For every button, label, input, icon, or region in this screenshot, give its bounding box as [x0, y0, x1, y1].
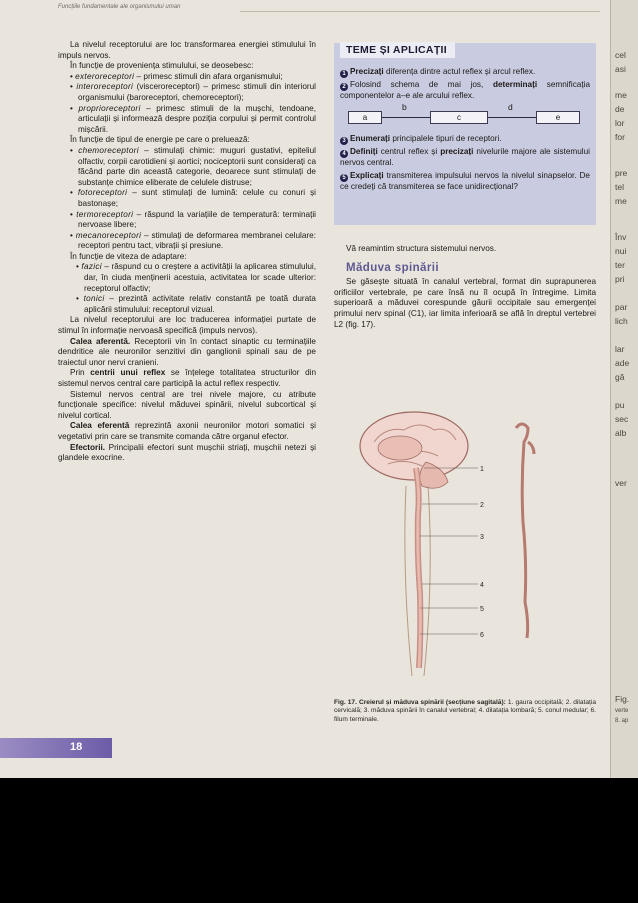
running-head: Funcțiile fundamentale ale organismului uman [58, 4, 181, 10]
paragraph [58, 337, 316, 369]
figure-labels [480, 466, 484, 639]
fragment: ade [615, 358, 630, 368]
number-badge: 5 [340, 174, 348, 182]
definition: – stimulați de deformarea membranei celulare: receptori pentru tact, vibrații și presiune. [78, 230, 316, 251]
exercise-item [340, 134, 590, 145]
list-item: • fazici – răspund cu o creștere a activității la aplicarea stimulului, dar, în ciuda menținerii acestuia, activitatea lor scade ulterior: receptorul olfactiv; [76, 262, 316, 293]
bold-term: Calea eferentă [70, 421, 130, 431]
page-number: 18 [70, 741, 83, 753]
outline-figure [516, 424, 534, 638]
bold-term: Definiți [350, 147, 378, 157]
fragment: verte [615, 708, 629, 714]
paragraph-text: se înțelege totalitatea structurilor din sistemul nervos central care participă la actul reflex respectiv. [58, 368, 317, 388]
bold-term: Calea aferentă. [70, 336, 131, 346]
figure-brain-spinal-cord [330, 408, 600, 693]
fragment: 8. ap [615, 718, 629, 724]
paragraph [58, 368, 316, 389]
scheme-box-e: e [536, 111, 580, 124]
exercises-body [340, 67, 590, 194]
scheme-label-b: b [402, 102, 407, 113]
figure-label-2: 2 [480, 502, 484, 509]
paragraph: La nivelul receptorului are loc traducerea informației purtate de stimul în informație nervoasă specifică (impuls nervos). [58, 315, 316, 336]
fragment: lar [615, 344, 625, 354]
exercise-text: diferența dintre actul reflex și arcul reflex. [383, 67, 536, 76]
fragment: me [615, 196, 627, 206]
exercises-title: TEME ȘI APLICAȚII [340, 42, 455, 58]
term: interoreceptori [76, 82, 134, 92]
paragraph: În funcție de proveniența stimulului, se deosebesc: [70, 61, 254, 71]
bold-term: Efectorii. [70, 442, 106, 452]
fragment: cel [615, 50, 626, 60]
paragraph: Sistemul nervos central are trei nivele majore, cu atribute funcționale specifice: nivelul măduvei spinării, nivelul subcortical și nivelul cortical. [58, 389, 316, 420]
figure-caption [334, 699, 596, 724]
fragment: ter [615, 260, 625, 270]
bold-term: centrii unui reflex [90, 368, 166, 378]
figure-label-1: 1 [480, 466, 484, 473]
caption-title: Fig. 17. Creierul și măduva spinării (secțiune sagitală): [334, 699, 506, 706]
term: chemoreceptori [78, 145, 139, 155]
caption-text: 1. gaura occipitală; 2. dilatația cervicală; 3. măduva spinării în canalul vertebral; 4. dilatația lombară; 5. conul medular; 6. filum terminale. [334, 699, 596, 723]
list-item: • mecanoreceptori – stimulați de deformarea membranei celulare: receptori pentru tact, vibrații și presiune. [70, 230, 316, 251]
adjacent-page-edge [610, 0, 638, 778]
section-title: Măduva spinării [346, 261, 439, 274]
bold-term: Explicați [350, 170, 384, 180]
fragment: gă [615, 372, 625, 382]
corpus-shape [378, 436, 422, 460]
definition: – răspund cu o creștere a activității la aplicarea stimulului, dar, în ciuda menținerii acestuia, activitatea lor scade ulterior: receptorul olfactiv; [84, 262, 316, 293]
paragraph-text: Principalii efectori sunt mușchii striați, mușchii netezi și glandele exocrine. [58, 442, 316, 463]
paragraph-text: Prin [70, 368, 91, 378]
paragraph: La nivelul receptorului are loc transformarea energiei stimulului în impuls nervos. [58, 40, 316, 60]
fragment: lich [615, 316, 628, 326]
fragment: for [615, 132, 625, 142]
paragraph [58, 443, 316, 464]
right-column [334, 244, 596, 330]
fragment: pre [615, 168, 628, 178]
paragraph-text: reprezintă axonii neuronilor motori somatici și vegetativi prin care se transmite comanda către organul efector. [58, 421, 316, 441]
fragment: ver [615, 478, 627, 488]
exercise-text: transmiterea impulsului nervos la nivelul sinapselor. De ce credeți că transmiterea se face unidirecțional? [340, 170, 590, 191]
fragment: tel [615, 182, 624, 192]
fragment: sec [615, 414, 629, 424]
exercise-item [340, 80, 590, 101]
fragment: nui [615, 246, 627, 256]
number-badge: 3 [340, 137, 348, 145]
fragment: par [615, 302, 628, 312]
page-number-tab [0, 738, 112, 758]
exercise-text: semnificația componentelor a–e ale arcului reflex. [340, 80, 590, 100]
figure-label-5: 5 [480, 606, 484, 613]
paragraph: În funcție de viteza de adaptare: [70, 251, 187, 261]
definition: – primesc stimuli de la mușchi, tendoane, articulații și informează despre poziția corpului și permit controlul mișcării. [78, 103, 316, 134]
exercises-box [334, 43, 596, 225]
definition: – prezintă activitate relativ constantă pe toată durata aplicării stimulului: receptorul vizual. [84, 294, 316, 314]
term: exteroreceptori [75, 71, 135, 81]
definition: – primesc stimuli din afara organismului; [134, 71, 283, 81]
scheme-box-a: a [348, 111, 382, 124]
exercise-text: Folosind schema de mai jos, [350, 80, 493, 89]
number-badge: 4 [340, 150, 348, 158]
paragraph: În funcție de tipul de energie pe care o preluează: [70, 135, 250, 145]
reflex-arc-scheme [340, 104, 590, 128]
paragraph-text: Receptorii vin în contact sinaptic cu terminațiile dendritice ale neuronilor senzitivi din ganglionii spinali sau de pe traiectul unor nervi cranieni. [58, 336, 316, 367]
fragment: Înv [615, 232, 627, 242]
fragment: alb [615, 428, 627, 438]
definition: – răspund la variațiile de temperatură: terminații nervoase libere; [78, 209, 316, 230]
bold-term: precizați [440, 147, 474, 157]
exercise-item [340, 147, 590, 168]
bold-term: Precizați [350, 67, 384, 76]
bold-term: determinați [492, 80, 538, 89]
fragment: Fig. [615, 694, 630, 704]
left-column [58, 40, 316, 464]
exercise-text: nivelurile majore ale sistemului nervos central. [340, 147, 590, 168]
scheme-box-c: c [430, 111, 488, 124]
list-item: • interoreceptori (visceroreceptori) – primesc stimuli din interiorul organismului (baroreceptori, chemoreceptori); [70, 82, 316, 102]
term: proprioreceptori [78, 103, 141, 113]
fragment: pu [615, 400, 625, 410]
term: fazici [81, 262, 102, 272]
number-badge: 1 [340, 70, 348, 78]
fragment: me [615, 90, 627, 100]
fragment: pri [615, 274, 625, 284]
list-item: • tonici – prezintă activitate relativ constantă pe toată durata aplicării stimulului: receptorul vizual. [76, 294, 316, 314]
scheme-arrow [382, 117, 430, 118]
scheme-label-d: d [508, 102, 513, 113]
figure-label-4: 4 [480, 582, 484, 589]
exercise-text: centrul reflex și [377, 147, 441, 157]
paragraph [58, 421, 316, 442]
definition: (visceroreceptori) – primesc stimuli din interiorul organismului (baroreceptori, chemoreceptori); [78, 82, 316, 102]
list-item: • termoreceptori – răspund la variațiile de temperatură: terminații nervoase libere; [70, 209, 316, 230]
figure-label-3: 3 [480, 534, 484, 541]
definition: – sunt stimulați de lumină: celule cu conuri și bastonașe; [78, 188, 316, 208]
number-badge: 2 [340, 83, 348, 91]
list-item: • chemoreceptori – stimulați chimic: muguri gustativi, epiteliul olfactiv, corpii carotidieni și aortici; nociceptorii sunt considerați ca făcând parte din această categorie, deoarece sunt stimulați de substanțe chimice eliberate de celulele distruse; [70, 145, 316, 187]
fragment: asi [615, 64, 626, 74]
exercise-text: principalele tipuri de receptori. [390, 134, 502, 144]
term: tonici [83, 294, 105, 304]
paragraph: Se găsește situată în canalul vertebral, format din suprapunerea orificiilor vertebrale, pe care însă nu îl ocupă în întregime. Limita superioară a măduvei corespunde găurii occipitale sau emergenței primului nerv spinal (C1), iar limita inferioară se află în dreptul vertebrei L2 (fig. 17). [334, 277, 596, 329]
definition: – stimulați chimic: muguri gustativi, epiteliul olfactiv, corpii carotidieni și aortici; nociceptorii sunt considerați ca făcând parte din această categorie, deoarece sunt stimulați de substanțe chimice eliberate de celulele distruse; [78, 145, 316, 187]
exercise-item [340, 171, 590, 192]
term: fotoreceptori [77, 188, 128, 198]
fragment: de [615, 104, 625, 114]
exercise-item [340, 67, 590, 78]
figure-label-6: 6 [480, 632, 484, 639]
list-item: • proprioreceptori – primesc stimuli de la mușchi, tendoane, articulații și informează despre poziția corpului și permit controlul mișcării. [70, 103, 316, 134]
list-item: • fotoreceptori – sunt stimulați de lumină: celule cu conuri și bastonașe; [70, 188, 316, 208]
bold-term: Enumerați [350, 134, 391, 144]
term: mecanoreceptori [75, 230, 142, 240]
term: termoreceptori [76, 209, 134, 219]
list-item: • exteroreceptori – primesc stimuli din afara organismului; [70, 71, 283, 81]
intro-line: Vă reamintim structura sistemului nervos. [346, 244, 497, 253]
scheme-arrow [488, 117, 536, 118]
fragment: lor [615, 118, 625, 128]
header-rule [240, 11, 600, 12]
